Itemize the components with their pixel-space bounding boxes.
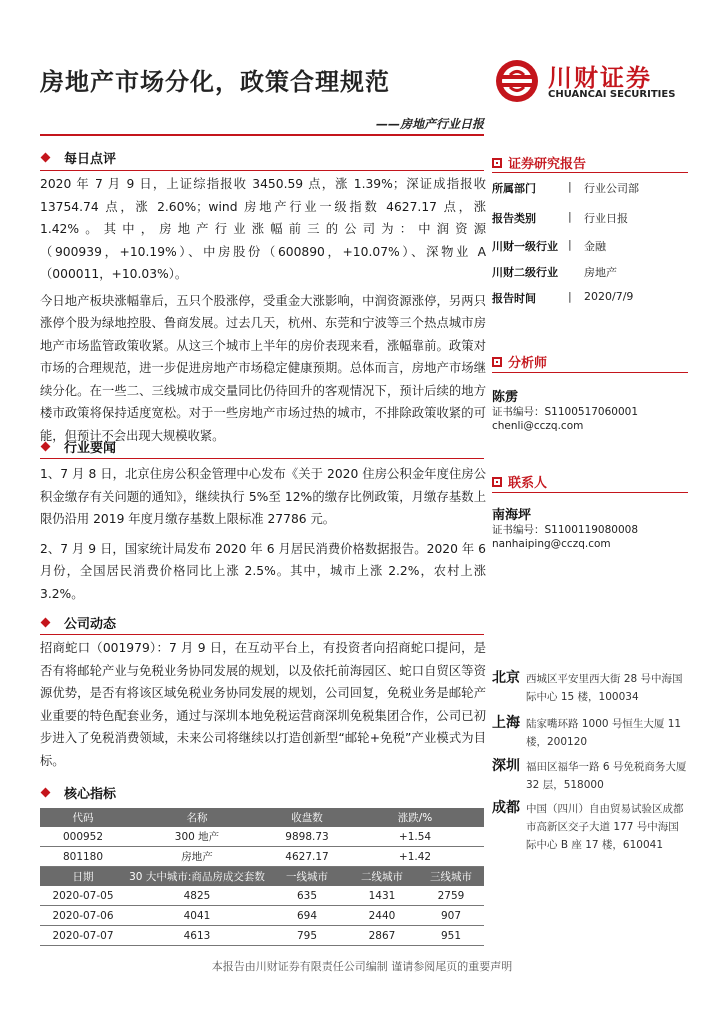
office-address: 陆家嘴环路 1000 号恒生大厦 11 楼，200120	[526, 718, 682, 748]
table-cell: 2020-07-06	[40, 906, 126, 926]
report-icon	[492, 158, 502, 168]
table-cell: 300 地产	[126, 827, 268, 847]
table-header-cell: 一线城市	[268, 867, 346, 887]
table-cell: 000952	[40, 827, 126, 847]
table-cell: 4041	[126, 906, 268, 926]
section-heading-company-news: 公司动态	[40, 613, 116, 632]
sidebar-divider	[492, 492, 688, 493]
brand-logo	[494, 56, 676, 106]
report-info-row: 报告类别 | 行业日报	[492, 210, 628, 225]
sidebar-heading-analyst: 分析师	[492, 352, 547, 371]
paragraph: 今日地产板块涨幅靠后，五只个股涨停，受重金大涨影响，中润资源涨停，另两只涨停个股为绿地控股、鲁商发展。过去几天，杭州、东莞和宁波等三个热点城市房地产市场监管政策收紧。从这三个城市上半年的房价表现来看，涨幅靠前。政策对市场的合理规范，进一步促进房地产市场稳定健康预期。总体而言，房地产市场继续分化。在一些二、三线城市成交量同比仍待回升的客观情况下，预计后续的地方楼市政策将保持适度宽松。对于一些房地产市场过热的城市，不排除政策收紧的可能，但预计不会出现大规模收紧。	[40, 293, 486, 443]
table-cell: 907	[418, 906, 484, 926]
core-index-table	[40, 808, 484, 946]
contact-email[interactable]: nanhaiping@cczq.com	[492, 538, 611, 550]
table-header-cell: 收盘数	[268, 808, 346, 827]
contact-icon	[492, 477, 502, 487]
table-cell: 951	[418, 926, 484, 946]
table-row	[40, 906, 484, 926]
industry-news-body	[40, 463, 486, 605]
sidebar-divider	[492, 172, 688, 173]
report-subtitle: ——房地产行业日报	[375, 117, 484, 131]
office-city: 北京	[492, 670, 520, 686]
diamond-bullet-icon	[40, 617, 52, 629]
section-divider	[40, 170, 484, 171]
section-heading-industry-news: 行业要闻	[40, 437, 116, 456]
table-row	[40, 827, 484, 847]
contact-name: 南海坪	[492, 508, 532, 523]
sidebar-heading-report: 证券研究报告	[492, 153, 586, 172]
report-info-row: 川财一级行业 | 金融	[492, 238, 606, 253]
report-info-row: 报告时间 | 2020/7/9	[492, 290, 634, 305]
table-cell: 4825	[126, 886, 268, 906]
header-divider	[40, 134, 484, 136]
office-address: 中国（四川）自由贸易试验区成都市高新区交子大道 177 号中海国际中心 B 座 17 楼，610041	[526, 803, 684, 851]
table-header-row	[40, 808, 484, 827]
office-city: 上海	[492, 715, 520, 731]
table-header-cell: 二线城市	[346, 867, 418, 887]
logo-english-name: CHUANCAI SECURITIES	[548, 89, 676, 100]
page-title: 房地产市场分化，政策合理规范	[40, 68, 390, 96]
table-header-cell: 日期	[40, 867, 126, 887]
diamond-bullet-icon	[40, 152, 52, 164]
table-cell: 房地产	[126, 847, 268, 867]
table-cell: +1.54	[346, 827, 484, 847]
table-cell: 4627.17	[268, 847, 346, 867]
table-cell: 694	[268, 906, 346, 926]
table-cell: 4613	[126, 926, 268, 946]
table-row	[40, 926, 484, 946]
analyst-name: 陈雳	[492, 390, 519, 405]
analyst-email[interactable]: chenli@cczq.com	[492, 420, 584, 432]
diamond-bullet-icon	[40, 441, 52, 453]
sidebar-heading-contact: 联系人	[492, 472, 547, 491]
table-cell: 1431	[346, 886, 418, 906]
office-address: 西城区平安里西大街 28 号中海国际中心 15 楼，100034	[526, 673, 683, 703]
table-cell: 801180	[40, 847, 126, 867]
table-header-cell: 代码	[40, 808, 126, 827]
table-cell: 2759	[418, 886, 484, 906]
section-heading-core-index: 核心指标	[40, 783, 116, 802]
analyst-cert: 证书编号：S1100517060001	[492, 406, 639, 418]
table-row	[40, 847, 484, 867]
office-address: 福田区福华一路 6 号免税商务大厦 32 层，518000	[526, 761, 687, 791]
table-cell: 2020-07-05	[40, 886, 126, 906]
paragraph: 招商蛇口（001979）：7 月 9 日，在互动平台上，有投资者向招商蛇口提问，是否有将邮轮产业与免税业务协同发展的规划，以及依托前海园区、蛇口自贸区等资源优势，是否有将该区域免税业务协同发展的规划，公司回复，免税业务是邮轮产业重要的特色配套业务，通过与深圳本地免税运营商深圳免税集团合作，公司已初步进入了免税消费领域，未来公司将继续以打造创新型“邮轮+免税”产业模式为目标。	[40, 641, 486, 768]
paragraph: 2020 年 7 月 9 日，上证综指报收 3450.59 点，涨 1.39%；深证成指报收 13754.74 点，涨 2.60%；wind 房地产行业一级指数 4627.17 点，涨 1.42%。其中，房地产行业涨幅前三的公司为：中润资源（900939，+10.19%）、中房股份（600890，+10.07%）、深物业 A（000011，+10.03%）。	[40, 177, 486, 281]
table-cell: 2020-07-07	[40, 926, 126, 946]
table-cell: 795	[268, 926, 346, 946]
table-cell: 2867	[346, 926, 418, 946]
report-info-row: 川财二级行业 房地产	[492, 266, 617, 279]
paragraph: 2、7 月 9 日，国家统计局发布 2020 年 6 月居民消费价格数据报告。2020 年 6 月份，全国居民消费价格同比上涨 2.5%。其中，城市上涨 2.2%，农村上涨 3.2%。	[40, 541, 486, 601]
section-heading-daily-comment: 每日点评	[40, 148, 116, 167]
footer-disclaimer: 本报告由川财证券有限责任公司编制 谨请参阅尾页的重要声明	[211, 960, 513, 973]
logo-emblem-icon	[494, 58, 540, 104]
analyst-icon	[492, 357, 502, 367]
section-divider	[40, 634, 484, 635]
table-cell: 2440	[346, 906, 418, 926]
contact-cert: 证书编号：S1100119080008	[492, 524, 639, 536]
logo-chinese-name: 川财证券	[548, 64, 652, 92]
table-header-cell: 30 大中城市:商品房成交套数	[126, 867, 268, 887]
report-info-row: 所属部门 | 行业公司部	[492, 180, 639, 195]
table-header-row	[40, 867, 484, 887]
table-header-cell: 名称	[126, 808, 268, 827]
table-header-cell: 三线城市	[418, 867, 484, 887]
table-cell: +1.42	[346, 847, 484, 867]
office-city: 成都	[492, 800, 520, 816]
sidebar-divider	[492, 372, 688, 373]
office-city: 深圳	[492, 758, 520, 774]
table-header-cell: 涨跌/%	[346, 808, 484, 827]
daily-comment-body	[40, 173, 486, 447]
company-news-body	[40, 637, 486, 772]
table-row	[40, 886, 484, 906]
section-divider	[40, 458, 484, 459]
table-cell: 9898.73	[268, 827, 346, 847]
diamond-bullet-icon	[40, 787, 52, 799]
table-cell: 635	[268, 886, 346, 906]
paragraph: 1、7 月 8 日，北京住房公积金管理中心发布《关于 2020 住房公积金年度住房公积金缴存有关问题的通知》，继续执行 5%至 12%的缴存比例政策，月缴存基数上限仍沿用 2019 年度月缴存基数上限标准 27786 元。	[40, 467, 486, 526]
